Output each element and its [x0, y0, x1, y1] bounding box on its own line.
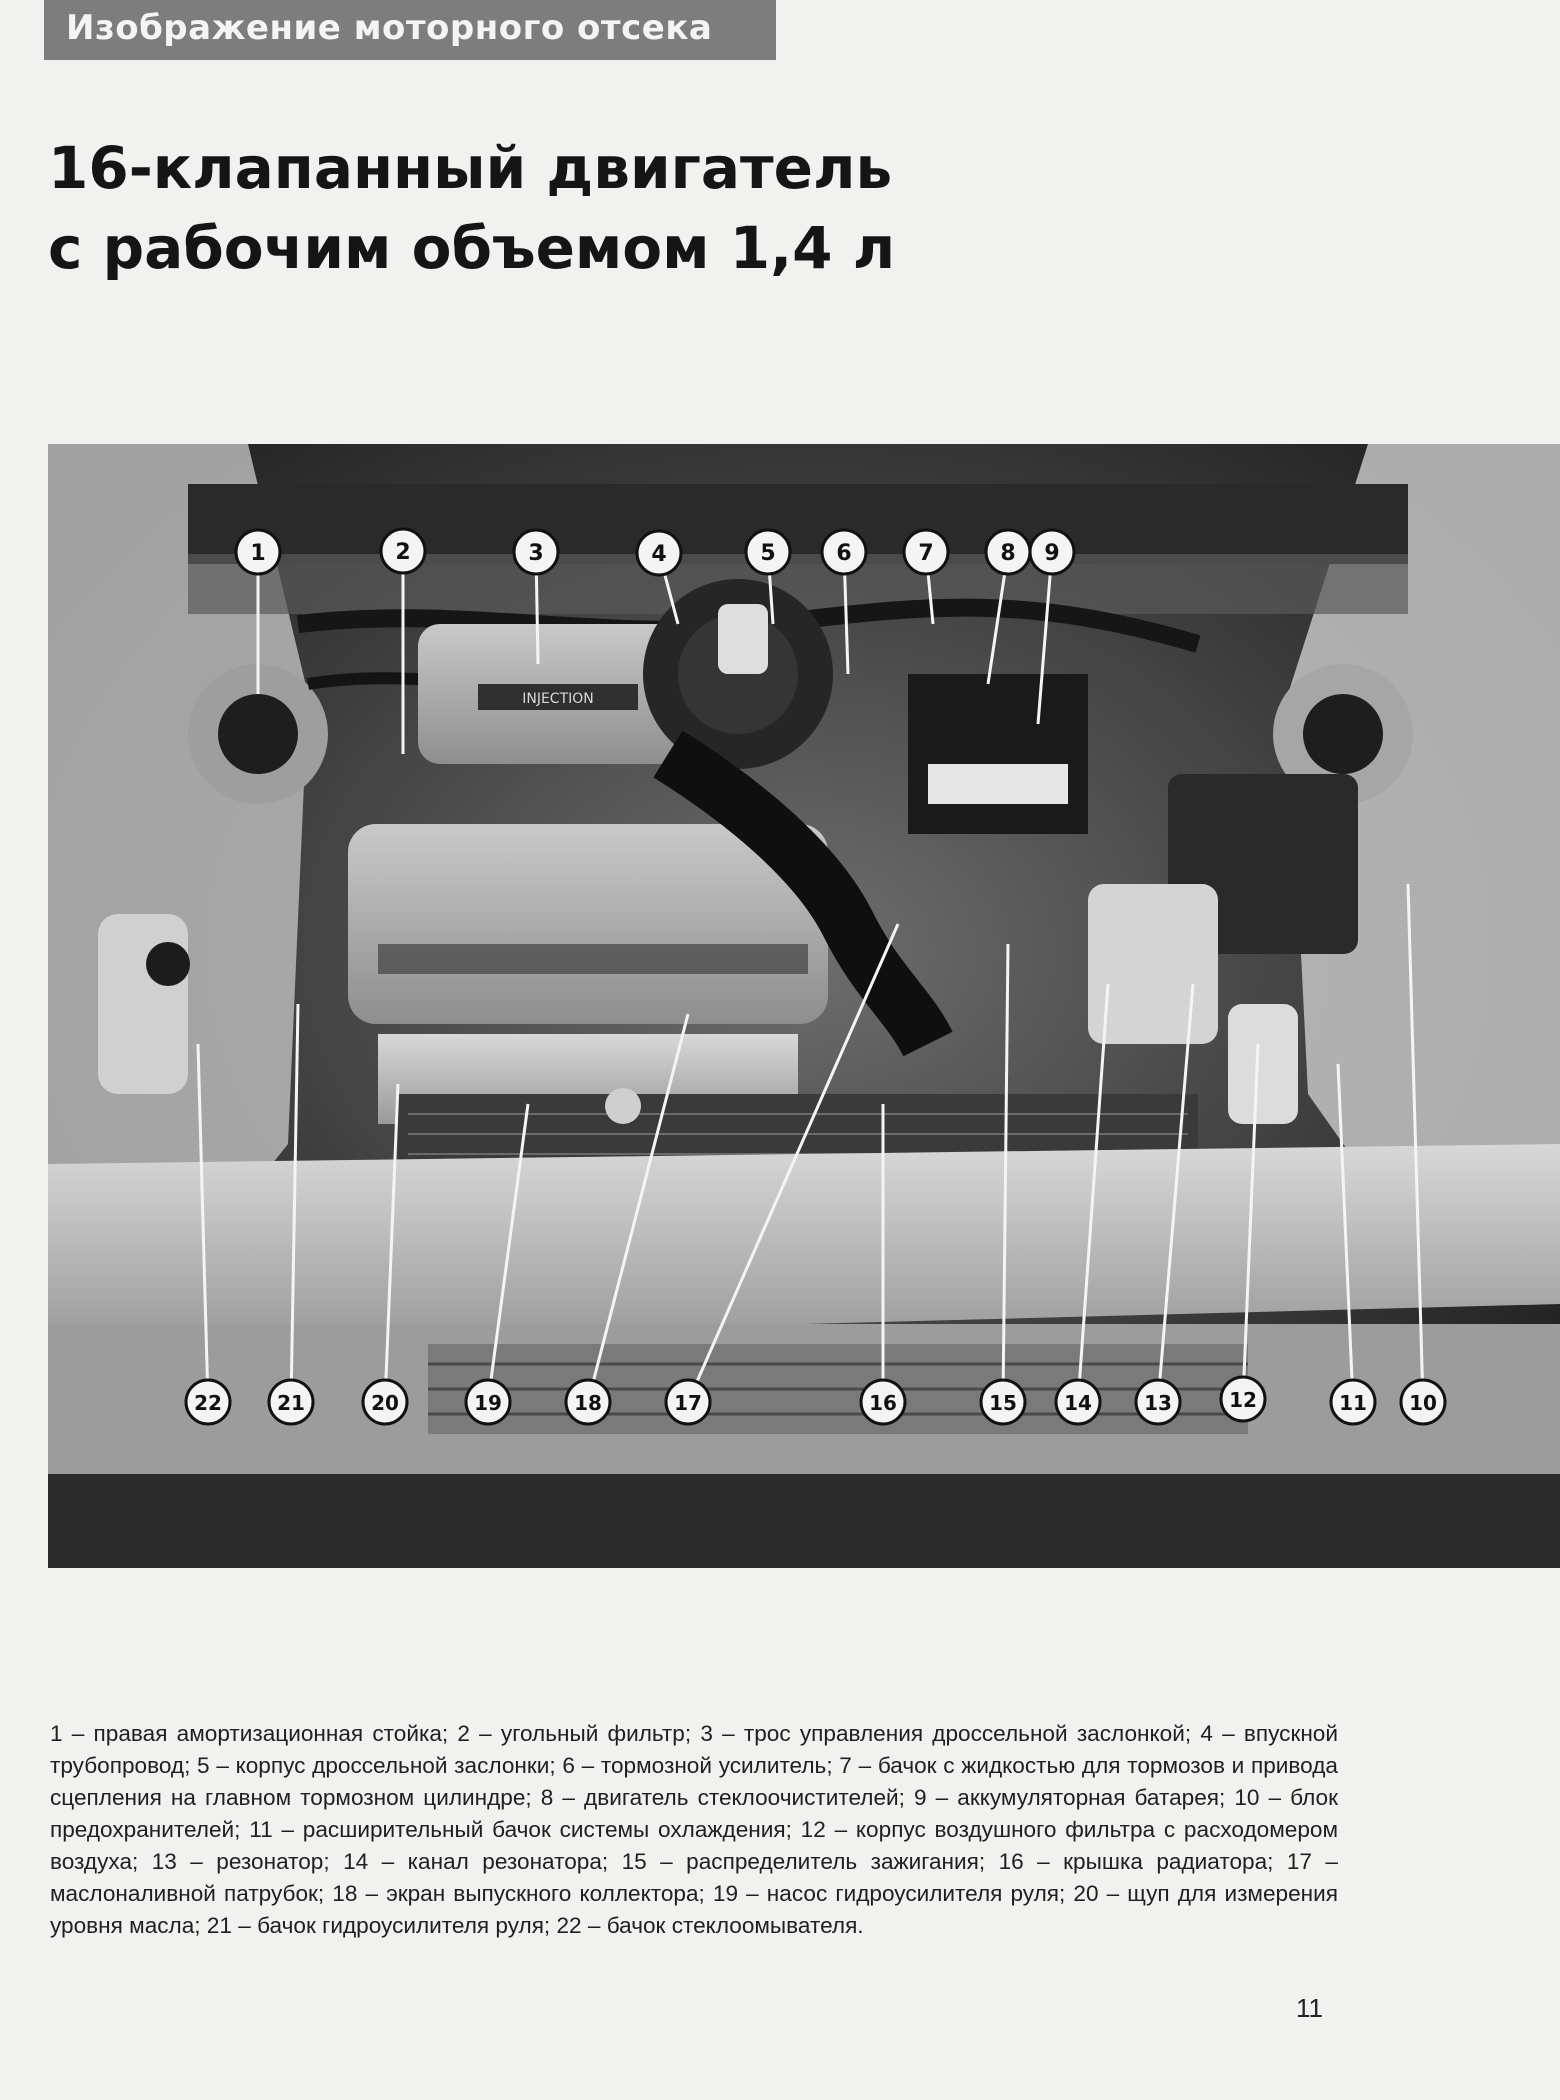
- callout-6: [822, 530, 866, 574]
- callout-19: [466, 1380, 510, 1424]
- callout-number: 11: [1339, 1391, 1367, 1415]
- page-title: [48, 128, 1148, 288]
- callout-10: [1401, 1380, 1445, 1424]
- callout-14: [1056, 1380, 1100, 1424]
- callout-number: 15: [989, 1391, 1017, 1415]
- section-label: Изображение моторного отсека: [66, 8, 713, 48]
- callout-9: [1030, 530, 1074, 574]
- callout-number: 1: [250, 541, 266, 566]
- engine-bay-photo: [48, 444, 1560, 1568]
- callout-13: [1136, 1380, 1180, 1424]
- callout-8: [986, 530, 1030, 574]
- callout-number: 13: [1144, 1391, 1172, 1415]
- callout-number: 21: [277, 1391, 305, 1415]
- injection-label: INJECTION: [522, 691, 594, 707]
- callout-15: [981, 1380, 1025, 1424]
- callout-number: 22: [194, 1391, 222, 1415]
- callout-12: [1221, 1377, 1265, 1421]
- callout-4: [637, 531, 681, 575]
- callout-number: 10: [1409, 1391, 1437, 1415]
- battery: [908, 674, 1088, 834]
- callout-number: 8: [1000, 541, 1016, 566]
- section-header: [44, 0, 776, 60]
- callout-3: [514, 530, 558, 574]
- callout-2: [381, 529, 425, 573]
- callout-number: 2: [395, 540, 411, 565]
- callout-number: 18: [574, 1391, 602, 1415]
- callout-1: [236, 530, 280, 574]
- callout-21: [269, 1380, 313, 1424]
- callout-number: 7: [918, 541, 934, 566]
- washer-reservoir: [98, 914, 188, 1094]
- callout-22: [186, 1380, 230, 1424]
- callout-number: 6: [836, 541, 852, 566]
- callout-number: 17: [674, 1391, 702, 1415]
- power-steering-reservoir: [146, 942, 190, 986]
- callout-5: [746, 530, 790, 574]
- coolant-expansion-tank: [1228, 1004, 1298, 1124]
- callout-number: 12: [1229, 1388, 1257, 1412]
- callout-number: 4: [651, 542, 667, 567]
- callout-20: [363, 1380, 407, 1424]
- callout-number: 14: [1064, 1391, 1092, 1415]
- title-line-1: 16-клапанный двигатель: [48, 134, 893, 202]
- callout-11: [1331, 1380, 1375, 1424]
- engine-bay-illustration: [48, 444, 1560, 1568]
- callout-16: [861, 1380, 905, 1424]
- callout-number: 5: [760, 541, 776, 566]
- callout-number: 3: [528, 541, 544, 566]
- valve-cover: [348, 824, 828, 1024]
- title-line-2: с рабочим объемом 1,4 л: [48, 214, 896, 282]
- callout-number: 16: [869, 1391, 897, 1415]
- page-number: 11: [1296, 1993, 1323, 2023]
- radiator-cap: [605, 1088, 641, 1124]
- air-filter-housing: [1088, 884, 1218, 1044]
- callout-number: 19: [474, 1391, 502, 1415]
- brake-fluid-reservoir: [718, 604, 768, 674]
- callout-number: 20: [371, 1391, 399, 1415]
- callout-17: [666, 1380, 710, 1424]
- firewall: [188, 484, 1408, 564]
- callout-18: [566, 1380, 610, 1424]
- callout-number: 9: [1044, 541, 1060, 566]
- figure-caption: 1 – правая амортизационная стойка; 2 – угольный фильтр; 3 – трос управления дроссельной заслонкой; 4 – впускной трубопровод; 5 – корпус дроссельной заслонки; 6 – тормозной усилитель; 7 – бачок с жидкостью для тормозов и привода сцепления на главном тормозном цилиндре; 8 – двигатель стеклоочистителей; 9 – аккумуляторная батарея; 10 – блок предохранителей; 11 – расширительный бачок системы охлаждения; 12 – корпус воздушного фильтра с расходомером воздуха; 13 – резонатор; 14 – канал резонатора; 15 – распределитель зажигания; 16 – крышка радиатора; 17 – маслоналивной патрубок; 18 – экран выпускного коллектора; 19 – насос гидроусилителя руля; 20 – щуп для измерения уровня масла; 21 – бачок гидроусилителя руля; 22 – бачок стеклоомывателя.: [50, 1721, 1338, 1938]
- callout-7: [904, 530, 948, 574]
